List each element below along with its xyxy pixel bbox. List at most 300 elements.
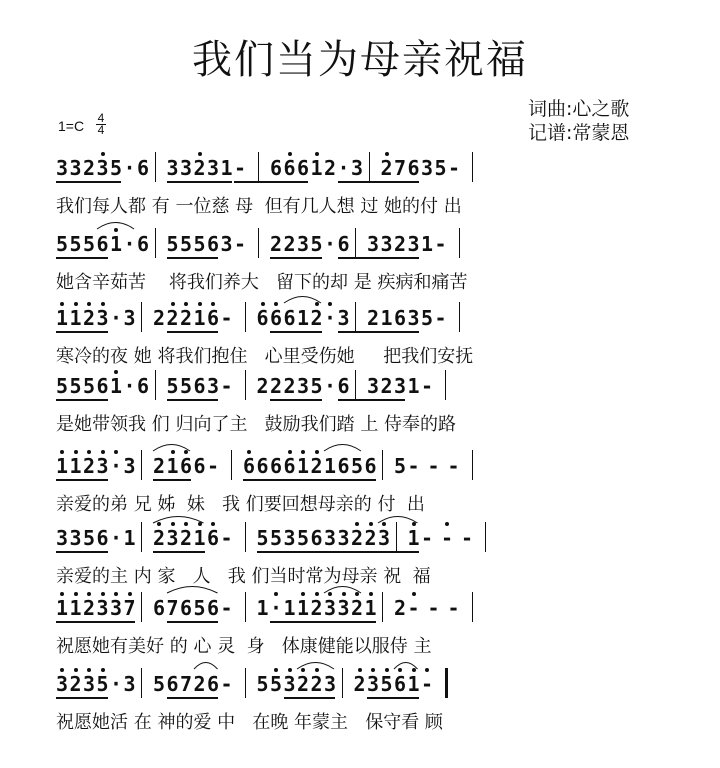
slur-arc <box>166 584 219 594</box>
note: 2 <box>256 374 269 398</box>
barline <box>396 522 397 552</box>
octave-dot <box>425 668 429 672</box>
octave-dot <box>74 450 78 454</box>
dash-extension: - <box>421 672 434 696</box>
octave-dot <box>315 152 319 156</box>
note: 2 <box>310 672 323 696</box>
note: 6 <box>394 306 407 330</box>
time-signature-bottom: 4 <box>97 123 105 137</box>
note: 5 <box>193 596 206 620</box>
octave-dot <box>274 302 278 306</box>
octave-dot <box>315 592 319 596</box>
note: 5 <box>421 306 434 330</box>
dash-extension: - <box>220 526 233 550</box>
octave-dot <box>74 668 78 672</box>
note: 3 <box>378 526 391 550</box>
slur-arc <box>283 294 322 304</box>
octave-dot <box>328 302 332 306</box>
augmentation-dot: · <box>110 526 123 550</box>
dash-extension: - <box>234 232 247 256</box>
augmentation-dot: · <box>270 596 283 620</box>
note: 5 <box>256 526 269 550</box>
lyric-line: 是她带领我 们 归向了主 鼓励我们踏 上 侍奉的路 <box>56 414 457 435</box>
octave-dot <box>184 302 188 306</box>
slur-arc <box>377 514 419 524</box>
note: 3 <box>207 374 220 398</box>
note: 2 <box>394 596 407 620</box>
augmentation-dot: · <box>123 232 136 256</box>
note: 3 <box>96 156 109 180</box>
augmentation-dot: · <box>110 672 123 696</box>
barline <box>472 592 473 622</box>
note: 5 <box>434 156 447 180</box>
note: 2 <box>283 374 296 398</box>
note: 7 <box>394 156 407 180</box>
note: 2 <box>270 374 283 398</box>
note: 1 <box>256 596 269 620</box>
note-line <box>56 450 712 486</box>
dash-extension: - <box>441 526 454 550</box>
note: 5 <box>270 672 283 696</box>
octave-dot <box>60 592 64 596</box>
note: 3 <box>123 306 136 330</box>
note: 5 <box>297 526 310 550</box>
beam-underline <box>234 181 308 183</box>
note: 5 <box>110 156 123 180</box>
barline <box>258 152 259 182</box>
octave-dot <box>315 450 319 454</box>
note: 1 <box>380 306 393 330</box>
note: 5 <box>310 374 323 398</box>
note: 6 <box>153 596 166 620</box>
dash-extension: - <box>407 454 420 478</box>
note: 5 <box>380 672 393 696</box>
note: 2 <box>310 306 323 330</box>
lyric-line: 寒冷的夜 她 将我们抱住 心里受伤她 把我们安抚 <box>56 346 474 367</box>
octave-dot <box>261 302 265 306</box>
note: 6 <box>256 306 269 330</box>
note: 6 <box>207 596 220 620</box>
beam-underline <box>367 697 419 699</box>
note: 7 <box>166 596 179 620</box>
lyric-line: 亲爱的弟 兄 姊 妹 我 们要回想母亲的 付 出 <box>56 494 425 515</box>
note: 6 <box>180 596 193 620</box>
note: 6 <box>207 672 220 696</box>
octave-dot <box>288 450 292 454</box>
note: 6 <box>270 454 283 478</box>
beam-underline <box>167 399 219 401</box>
dash-extension: - <box>220 596 233 620</box>
octave-dot <box>60 302 64 306</box>
note: 6 <box>270 306 283 330</box>
note-line <box>56 152 712 188</box>
note: 2 <box>83 454 96 478</box>
dash-extension: - <box>461 526 474 550</box>
octave-dot <box>288 668 292 672</box>
dash-extension: - <box>448 156 461 180</box>
note: 6 <box>270 156 283 180</box>
note: 2 <box>193 672 206 696</box>
note-line <box>56 228 712 264</box>
note: 3 <box>297 374 310 398</box>
note: 5 <box>166 232 179 256</box>
score-row <box>0 228 720 308</box>
octave-dot <box>369 522 373 526</box>
note: 2 <box>353 672 366 696</box>
beam-underline <box>338 257 419 259</box>
beam-underline <box>257 551 419 553</box>
time-signature <box>96 113 106 136</box>
octave-dot <box>87 592 91 596</box>
note: 2 <box>324 156 337 180</box>
note: 2 <box>380 374 393 398</box>
dash-extension: - <box>407 596 420 620</box>
slur-arc <box>193 660 219 670</box>
dash-extension: - <box>421 374 434 398</box>
note: 3 <box>69 156 82 180</box>
barline <box>459 228 460 258</box>
note: 3 <box>166 156 179 180</box>
barline <box>355 302 356 332</box>
note: 1 <box>193 526 206 550</box>
barline <box>459 302 460 332</box>
note: 1 <box>69 454 82 478</box>
note: 3 <box>324 672 337 696</box>
dash-extension: - <box>434 306 447 330</box>
note: 3 <box>324 596 337 620</box>
note: 3 <box>407 306 420 330</box>
note: 2 <box>351 526 364 550</box>
beam-underline <box>270 621 376 623</box>
note: 6 <box>407 156 420 180</box>
note: 1 <box>407 672 420 696</box>
octave-dot <box>385 152 389 156</box>
note: 5 <box>96 672 109 696</box>
slur-arc <box>323 442 362 452</box>
note: 3 <box>367 672 380 696</box>
augmentation-dot: · <box>123 156 136 180</box>
note: 1 <box>364 596 377 620</box>
note: 5 <box>153 672 166 696</box>
beam-underline <box>270 399 322 401</box>
slur-arc <box>152 442 191 452</box>
note: 1 <box>56 306 69 330</box>
note: 1 <box>297 596 310 620</box>
note: 5 <box>56 232 69 256</box>
barline <box>245 522 246 552</box>
note: 6 <box>96 526 109 550</box>
note: 3 <box>394 374 407 398</box>
barline <box>141 302 142 332</box>
note: 2 <box>153 526 166 550</box>
augmentation-dot: · <box>110 306 123 330</box>
note: 6 <box>283 156 296 180</box>
octave-dot <box>60 668 64 672</box>
beam-underline <box>167 181 232 183</box>
note: 3 <box>407 232 420 256</box>
octave-dot <box>274 668 278 672</box>
note: 2 <box>83 596 96 620</box>
note: 1 <box>283 596 296 620</box>
note: 3 <box>337 306 350 330</box>
note: 1 <box>407 526 420 550</box>
note: 5 <box>83 232 96 256</box>
note: 6 <box>96 374 109 398</box>
note: 6 <box>207 232 220 256</box>
octave-dot <box>355 522 359 526</box>
note: 2 <box>367 306 380 330</box>
note-line <box>56 522 712 558</box>
beam-underline <box>56 697 108 699</box>
augmentation-dot: · <box>123 374 136 398</box>
note: 7 <box>180 672 193 696</box>
note: 6 <box>337 374 350 398</box>
barline <box>445 370 446 400</box>
note: 3 <box>337 596 350 620</box>
lyric-line: 祝愿她活 在 神的爱 中 在晚 年蒙主 保守看 顾 <box>56 712 443 733</box>
note: 5 <box>394 454 407 478</box>
beam-underline <box>270 331 322 333</box>
note: 3 <box>324 526 337 550</box>
note: 6 <box>394 672 407 696</box>
barline <box>155 228 156 258</box>
note: 2 <box>297 672 310 696</box>
note: 6 <box>207 306 220 330</box>
augmentation-dot: · <box>337 156 350 180</box>
note: 6 <box>166 672 179 696</box>
note: 5 <box>83 374 96 398</box>
barline <box>245 592 246 622</box>
beam-underline <box>167 621 219 623</box>
octave-dot <box>371 668 375 672</box>
note: 5 <box>351 454 364 478</box>
note: 2 <box>153 306 166 330</box>
octave-dot <box>101 592 105 596</box>
octave-dot <box>101 302 105 306</box>
barline <box>141 668 142 698</box>
octave-dot <box>445 522 449 526</box>
octave-dot <box>301 592 305 596</box>
octave-dot <box>87 302 91 306</box>
slur-arc <box>152 514 205 524</box>
barline <box>355 228 356 258</box>
note: 5 <box>69 374 82 398</box>
note: 1 <box>310 156 323 180</box>
note: 2 <box>166 306 179 330</box>
note: 5 <box>83 526 96 550</box>
beam-underline <box>284 697 336 699</box>
note: 6 <box>137 374 150 398</box>
octave-dot <box>369 592 373 596</box>
octave-dot <box>385 668 389 672</box>
octave-dot <box>358 668 362 672</box>
beam-underline <box>338 399 406 401</box>
beam-underline <box>338 331 419 333</box>
note: 7 <box>123 596 136 620</box>
score-row <box>0 592 720 672</box>
barline <box>472 152 473 182</box>
dash-extension: - <box>447 454 460 478</box>
beam-underline <box>338 181 419 183</box>
note: 6 <box>283 306 296 330</box>
note: 1 <box>324 454 337 478</box>
barline <box>472 450 473 480</box>
note: 1 <box>297 454 310 478</box>
note: 5 <box>310 232 323 256</box>
barline <box>231 450 232 480</box>
note: 3 <box>367 374 380 398</box>
note: 3 <box>96 596 109 620</box>
beam-underline <box>56 331 108 333</box>
note: 2 <box>380 156 393 180</box>
lyric-line: 祝愿她有美好 的 心 灵 身 体康健能以服侍 主 <box>56 636 432 657</box>
note: 2 <box>270 232 283 256</box>
note: 2 <box>394 232 407 256</box>
beam-underline <box>56 621 135 623</box>
barline <box>245 668 246 698</box>
octave-dot <box>60 450 64 454</box>
note: 2 <box>180 526 193 550</box>
barline <box>369 152 370 182</box>
barline <box>258 228 259 258</box>
note-line <box>56 302 712 338</box>
note: 3 <box>297 232 310 256</box>
note: 3 <box>283 526 296 550</box>
beam-underline <box>153 551 205 553</box>
note: 6 <box>364 454 377 478</box>
note: 2 <box>69 672 82 696</box>
beam-underline <box>153 479 191 481</box>
note: 6 <box>96 232 109 256</box>
beam-underline <box>56 257 108 259</box>
note: 6 <box>337 232 350 256</box>
note: 1 <box>123 526 136 550</box>
octave-dot <box>128 592 132 596</box>
note: 1 <box>193 306 206 330</box>
octave-dot <box>74 592 78 596</box>
note: 1 <box>56 596 69 620</box>
note: 3 <box>123 454 136 478</box>
note: 1 <box>69 596 82 620</box>
note: 2 <box>83 306 96 330</box>
note-line <box>56 592 712 628</box>
note: 3 <box>96 454 109 478</box>
octave-dot <box>198 152 202 156</box>
octave-dot <box>198 302 202 306</box>
barline <box>155 152 156 182</box>
final-barline <box>445 668 448 698</box>
barline <box>141 592 142 622</box>
note: 3 <box>56 156 69 180</box>
note: 3 <box>207 156 220 180</box>
note: 6 <box>283 454 296 478</box>
note: 5 <box>56 374 69 398</box>
note: 3 <box>380 232 393 256</box>
augmentation-dot: · <box>324 232 337 256</box>
augmentation-dot: · <box>110 454 123 478</box>
time-signature-top: 4 <box>97 111 105 125</box>
barline <box>485 522 486 552</box>
note: 3 <box>421 156 434 180</box>
note: 1 <box>421 232 434 256</box>
note: 6 <box>180 454 193 478</box>
note: 3 <box>180 156 193 180</box>
note: 5 <box>270 526 283 550</box>
note: 2 <box>351 596 364 620</box>
note: 2 <box>283 232 296 256</box>
slur-arc <box>296 660 335 670</box>
note: 3 <box>220 232 233 256</box>
barline <box>141 522 142 552</box>
lyric-line: 亲爱的主 内 家 人 我 们当时常为母亲 祝 福 <box>56 566 431 587</box>
note: 5 <box>180 374 193 398</box>
note: 3 <box>96 306 109 330</box>
note-line <box>56 668 712 704</box>
note: 3 <box>367 232 380 256</box>
note: 1 <box>69 306 82 330</box>
dash-extension: - <box>434 232 447 256</box>
note: 3 <box>83 672 96 696</box>
note: 5 <box>166 374 179 398</box>
octave-dot <box>74 302 78 306</box>
note: 1 <box>220 156 233 180</box>
note: 1 <box>297 306 310 330</box>
octave-dot <box>247 450 251 454</box>
octave-dot <box>288 152 292 156</box>
beam-underline <box>56 479 108 481</box>
note-line <box>56 370 712 406</box>
dash-extension: - <box>207 454 220 478</box>
augmentation-dot: · <box>324 306 337 330</box>
note: 6 <box>137 156 150 180</box>
octave-dot <box>114 592 118 596</box>
note: 6 <box>243 454 256 478</box>
dash-extension: - <box>220 672 233 696</box>
lyric-line: 我们每人都 有 一位慈 母 但有几人想 过 她的付 出 <box>56 196 462 217</box>
note: 6 <box>137 232 150 256</box>
note: 2 <box>193 156 206 180</box>
lyrics-credit: 词曲:心之歌 <box>528 98 630 120</box>
octave-dot <box>211 522 215 526</box>
dash-extension: - <box>427 596 440 620</box>
dash-extension: - <box>220 306 233 330</box>
barline <box>355 370 356 400</box>
note: 3 <box>337 526 350 550</box>
note: 6 <box>207 526 220 550</box>
beam-underline <box>56 181 121 183</box>
note: 1 <box>407 374 420 398</box>
note: 2 <box>310 454 323 478</box>
note: 2 <box>310 596 323 620</box>
note: 6 <box>193 454 206 478</box>
note: 6 <box>337 454 350 478</box>
octave-dot <box>101 668 105 672</box>
barline <box>342 668 343 698</box>
note: 3 <box>56 672 69 696</box>
octave-dot <box>412 592 416 596</box>
lyric-line: 她含辛茹苦 将我们养大 留下的却 是 疾病和痛苦 <box>56 272 468 293</box>
transcriber-credit: 记谱:常蒙恩 <box>528 122 630 144</box>
octave-dot <box>101 450 105 454</box>
barline <box>382 450 383 480</box>
note: 3 <box>56 526 69 550</box>
beam-underline <box>167 697 219 699</box>
beam-underline <box>243 479 376 481</box>
dash-extension: - <box>427 454 440 478</box>
octave-dot <box>87 668 91 672</box>
barline <box>141 450 142 480</box>
score-row <box>0 450 720 530</box>
